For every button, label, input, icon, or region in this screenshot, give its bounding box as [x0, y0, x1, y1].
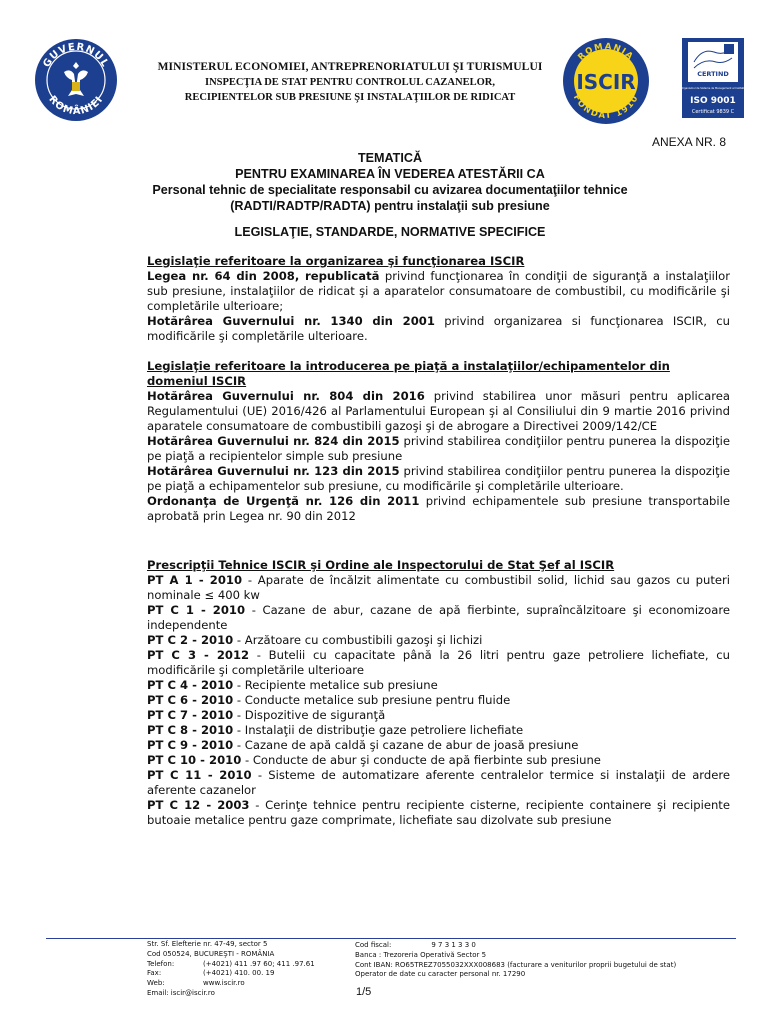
iscir-logo-main-text: ISCIR — [576, 70, 636, 94]
title-line-2: PENTRU EXAMINAREA ÎN VEDEREA ATESTĂRII CA — [235, 167, 545, 181]
email-link[interactable]: iscir@iscir.ro — [170, 988, 215, 997]
section-heading: Legislaţie referitoare la organizarea şi funcţionarea ISCIR — [147, 254, 525, 268]
bank-info: Banca : Trezoreria Operativă Sector 5 — [355, 950, 487, 959]
legislation-item: Legea nr. 64 din 2008, republicată privind funcţionarea în condiţii de siguranţă a instalaţiilor sub presiune, instalaţiilor de ridicat şi a aparatelor consumatoare de combustibil, cu modificările şi completările ulterioare; — [147, 269, 730, 313]
prescription-item: PT C 1 - 2010 - Cazane de abur, cazane de apă fierbinte, supraîncălzitoare şi economizoare independente — [147, 603, 730, 632]
gov-logo-top-text: GUVERNUL — [41, 41, 111, 70]
footer-address-1: Str. Sf. Elefterie nr. 47-49, sector 5 — [147, 940, 268, 948]
iban-info: Cont IBAN: RO65TREZ7055032XXX008683 (facturare a veniturilor proprii bugetului de stat) — [355, 960, 677, 969]
prescription-item: PT C 7 - 2010 - Dispozitive de siguranţă — [147, 708, 386, 722]
prescription-item: PT C 3 - 2012 - Butelii cu capacitate până la 26 litri pentru gaze petroliere lichefiate, cu modificările şi completările ulterioare — [147, 648, 730, 677]
prescription-item: PT C 2 - 2010 - Arzătoare cu combustibili gazoşi şi lichizi — [147, 633, 483, 647]
prescription-item: PT A 1 - 2010 - Aparate de încălzit alimentate cu combustibil solid, lichid sau gazos cu puteri nominale ≤ 400 kw — [147, 573, 730, 602]
footer-divider — [46, 938, 736, 939]
prescription-item: PT C 4 - 2010 - Recipiente metalice sub presiune — [147, 678, 438, 692]
footer-fiscal-info — [355, 941, 676, 980]
iscir-logo-top-text: ROMANIA — [576, 41, 636, 63]
prescription-item: PT C 9 - 2010 - Cazane de apă caldă şi cazane de abur de joasă presiune — [147, 738, 579, 752]
web-link[interactable]: www.iscir.ro — [203, 979, 245, 988]
fiscal-code: 9 7 3 1 3 3 0 — [431, 941, 476, 949]
cert-brand-text: CERTIND — [697, 70, 729, 78]
government-logo — [34, 38, 118, 122]
web-label: Web: — [147, 979, 165, 988]
title-line-3: Personal tehnic de specialitate responsabil cu avizarea documentaţiilor tehnice — [152, 183, 628, 197]
section-heading: Legislaţie referitoare la introducerea pe piaţă a instalaţiilor/echipamentelor din domeniul ISCIR — [147, 359, 670, 388]
section-heading: Prescripţii Tehnice ISCIR şi Ordine ale Inspectorului de Stat Şef al ISCIR — [147, 558, 615, 572]
prescription-item: PT C 10 - 2010 - Conducte de abur şi conducte de apă fierbinte sub presiune — [147, 753, 601, 767]
legislation-item: Hotărârea Guvernului nr. 1340 din 2001 privind organizarea si funcţionarea ISCIR, cu modificările şi completările ulterioare. — [147, 314, 731, 343]
prescription-item: PT C 11 - 2010 - Sisteme de automatizare aferente centralelor termice si instalaţii de ardere aferente cazanelor — [147, 768, 731, 797]
fax-label: Fax: — [147, 969, 162, 978]
legislation-item: Ordonanţa de Urgenţă nr. 126 din 2011 privind echipamentele sub presiune transportabile aprobată prin Legea nr. 90 din 2012 — [147, 494, 730, 523]
email-label: Email: — [147, 988, 169, 997]
cert-caption-text: Organismul de Sisteme de Management al Calitatii — [682, 87, 744, 90]
phone-value: (+4021) 411 .97 60; 411 .97.61 — [203, 959, 315, 968]
footer-contact — [147, 940, 315, 999]
page-number: 1/5 — [356, 986, 372, 998]
cert-iso-text: ISO 9001 — [690, 96, 736, 106]
prescription-item: PT C 6 - 2010 - Conducte metalice sub presiune pentru fluide — [147, 693, 511, 707]
document-body — [147, 254, 730, 828]
inspection-name-line1: INSPECŢIA DE STAT PENTRU CONTROLUL CAZANELOR, — [205, 77, 495, 88]
annex-number: ANEXA NR. 8 — [652, 135, 727, 149]
phone-label: Telefon: — [147, 959, 175, 968]
inspection-name-line2: RECIPIENTELOR SUB PRESIUNE ŞI INSTALAŢIILOR DE RIDICAT — [184, 92, 516, 103]
title-line-1: TEMATICĂ — [357, 151, 423, 165]
prescription-item: PT C 8 - 2010 - Instalaţii de distribuţie gaze petroliere lichefiate — [147, 723, 524, 737]
legislation-item: Hotărârea Guvernului nr. 123 din 2015 privind stabilirea condiţiilor pentru punerea la dispoziţie pe piaţă a echipamentelor sub presiune, cu modificările şi completările ulterioare. — [147, 464, 730, 493]
ministry-header — [150, 60, 550, 105]
prescription-item: PT C 12 - 2003 - Cerinţe tehnice pentru recipiente cisterne, recipiente containere şi recipiente butoaie metalice pentru gaze comprimate, lichefiate sau dizolvate sub presiune — [147, 798, 730, 827]
cert-number-text: Certificat 9839 C — [691, 109, 735, 115]
footer-address-2: Cod 050524, BUCUREŞTI - ROMÂNIA — [147, 949, 275, 958]
ministry-name: MINISTERUL ECONOMIEI, ANTREPRENORIATULUI ŞI TURISMULUI — [157, 61, 543, 73]
iscir-logo-bottom-text: FONDAT 1910 — [570, 93, 642, 122]
gov-logo-bottom-text: ROMÂNIEI — [46, 94, 106, 118]
iscir-logo — [562, 37, 650, 125]
legislation-item: Hotărârea Guvernului nr. 804 din 2016 privind stabilirea unor măsuri pentru aplicarea Regulamentului (UE) 2016/426 al Parlamentului European şi al Consiliului din 9 martie 2016 privind aparatele consumatoare de combustibili gazoşi şi de abrogare a Directivei 2009/142/CE — [147, 389, 730, 433]
data-operator-info: Operator de date cu caracter personal nr. 17290 — [355, 970, 526, 979]
certind-iso-logo — [682, 38, 744, 118]
fax-value: (+4021) 410. 00. 19 — [203, 969, 275, 978]
title-line-4: (RADTI/RADTP/RADTA) pentru instalaţii sub presiune — [230, 199, 550, 213]
legislation-item: Hotărârea Guvernului nr. 824 din 2015 privind stabilirea condiţiilor pentru punerea la dispoziţie pe piaţă a recipientelor simple sub presiune — [147, 434, 730, 463]
fiscal-label: Cod fiscal: — [355, 941, 392, 949]
document-title — [140, 150, 640, 214]
main-section-heading: LEGISLAŢIE, STANDARDE, NORMATIVE SPECIFICE — [234, 225, 546, 239]
